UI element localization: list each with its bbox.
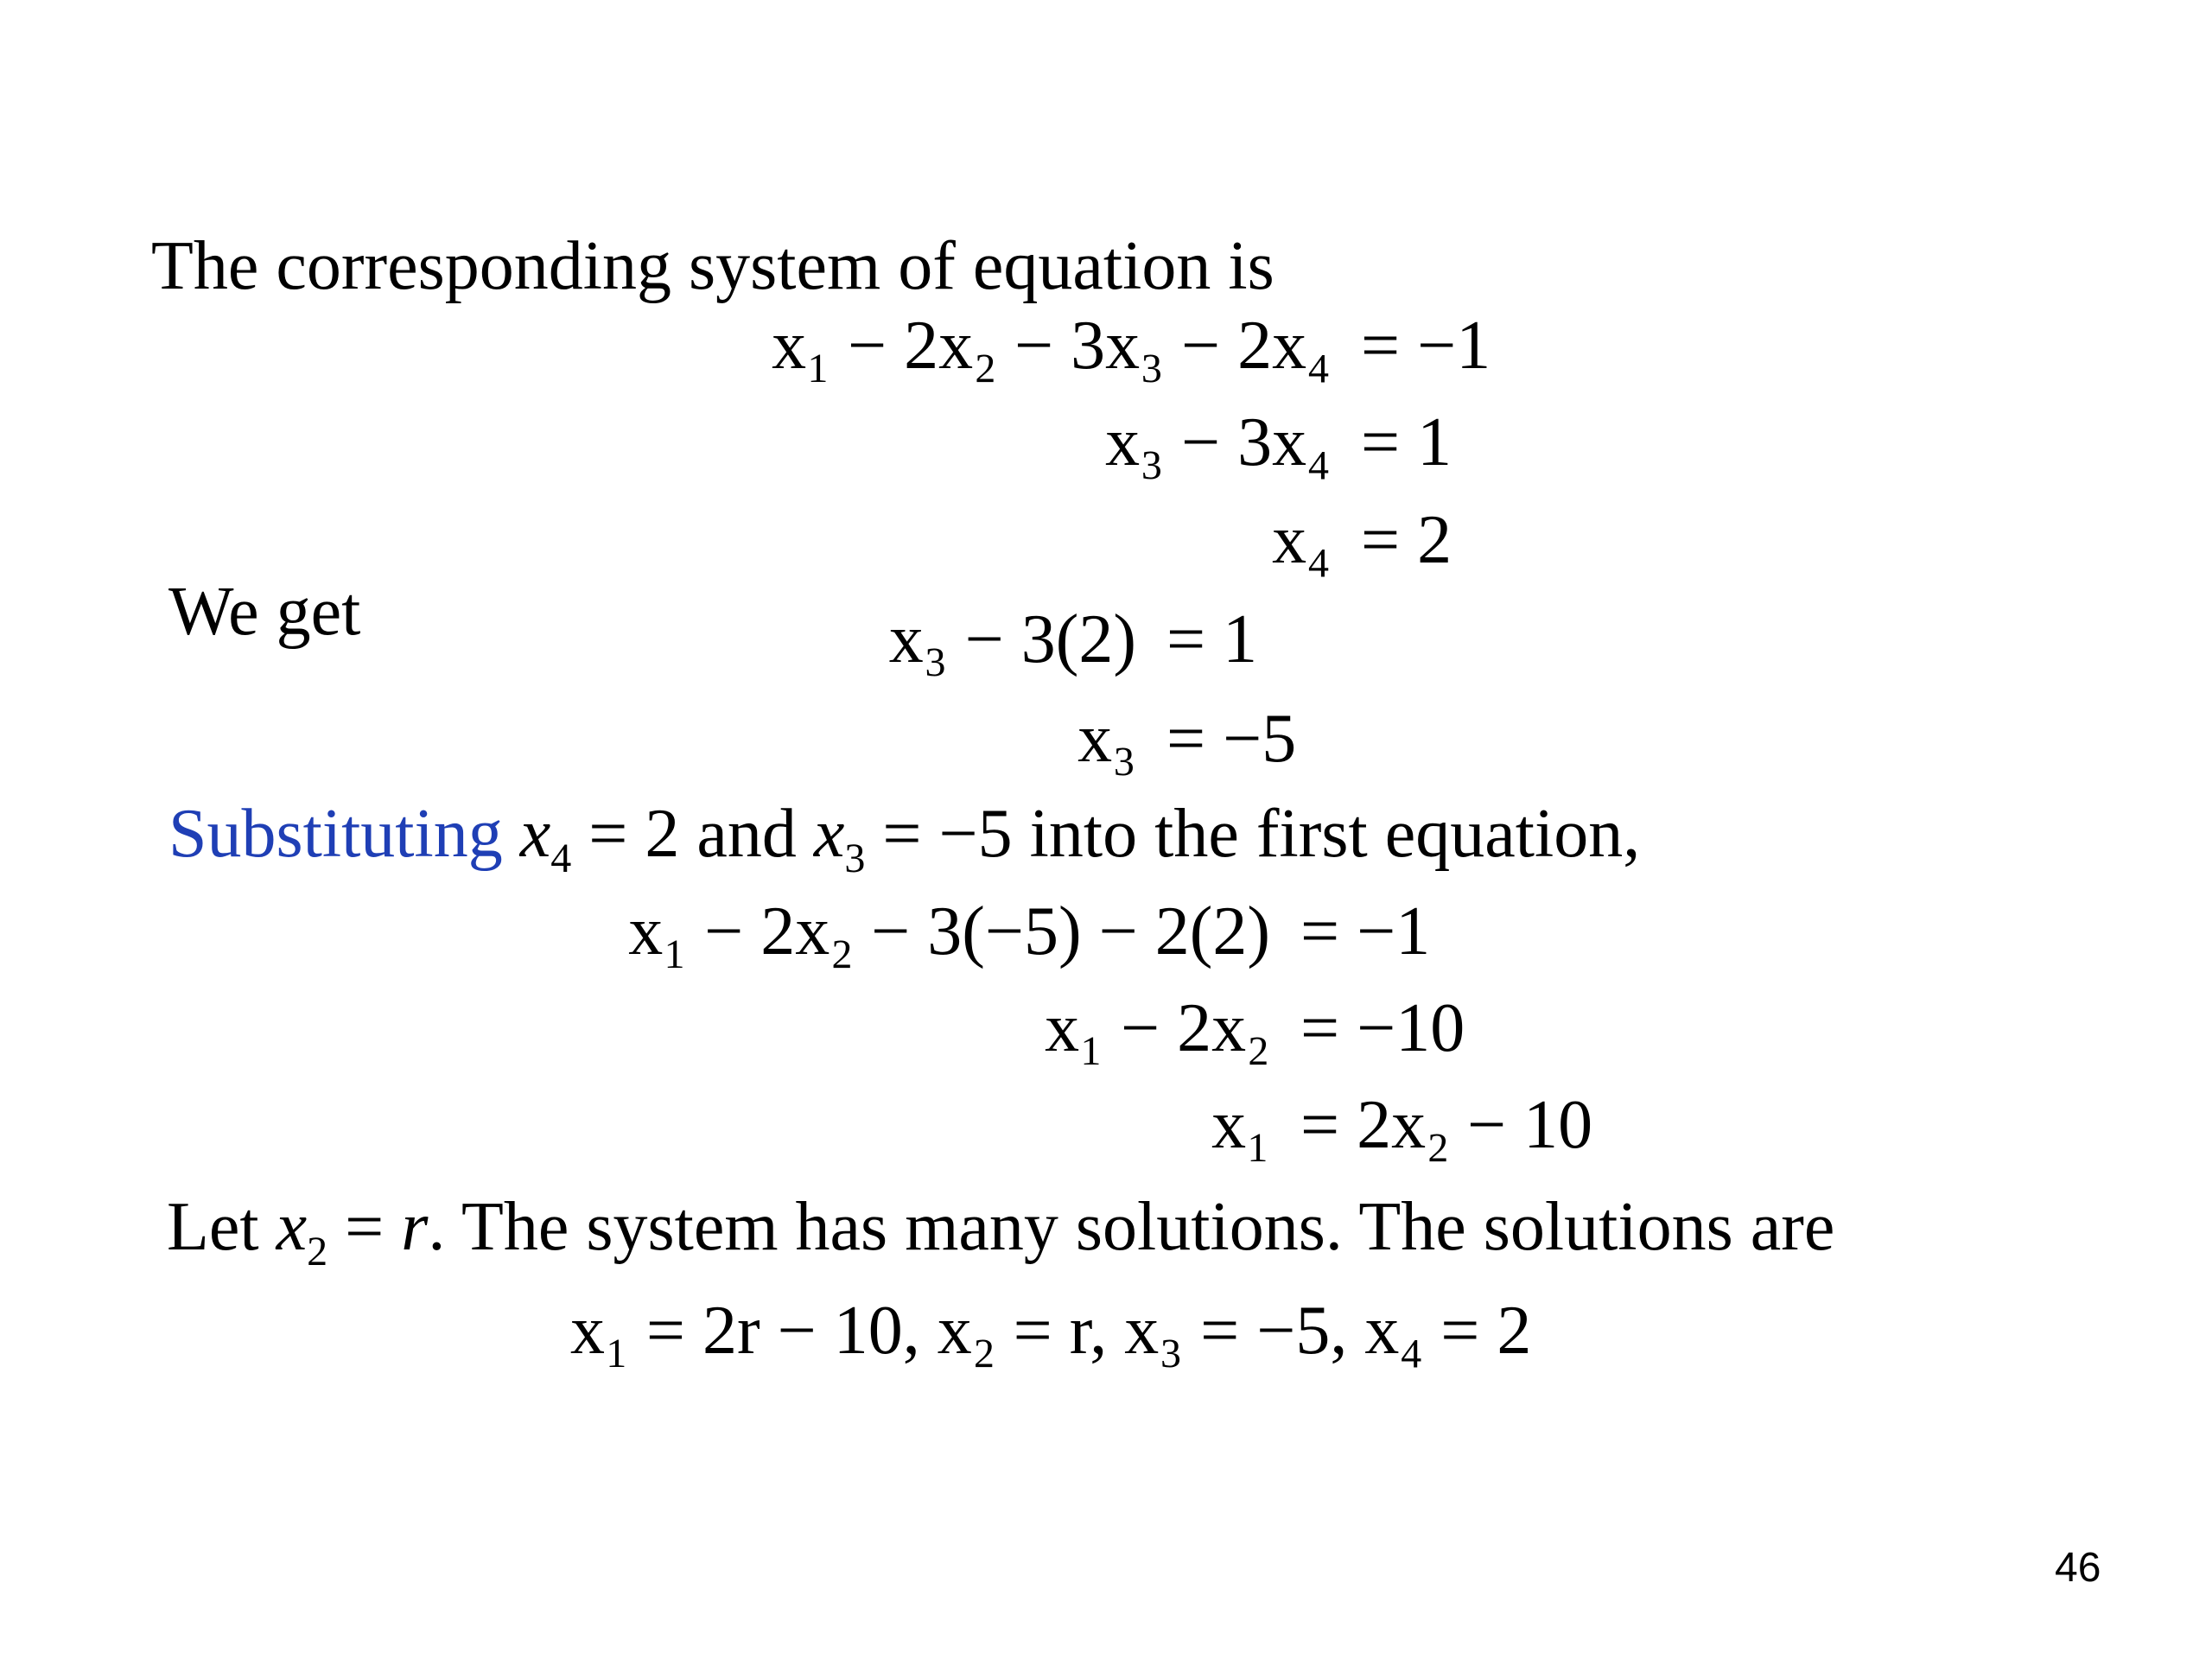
equation-2-right: = 1	[1361, 404, 1452, 480]
var-x2: $x_2$	[276, 1189, 328, 1274]
equation-5-left: x₃	[1077, 701, 1136, 777]
equation-8-left: x₁	[1211, 1087, 1270, 1163]
equation-7-left: x₁ − 2x₂	[1045, 990, 1270, 1066]
equation-3-left: x₄	[1272, 502, 1331, 578]
sub-text-1: = 2 and	[588, 796, 797, 872]
substitution-sentence	[168, 796, 1641, 881]
equation-6-left: x₁ − 2x₂ − 3(−5) − 2(2)	[628, 893, 1270, 969]
equation-7-right: = −10	[1300, 990, 1465, 1066]
equation-1-right: = −1	[1361, 308, 1491, 384]
var-x4: $x_4$	[519, 796, 572, 881]
we-get-text: We get	[168, 574, 361, 650]
solution-line: x₁ = 2r − 10, x₂ = r, x₃ = −5, x₄ = 2	[570, 1293, 1532, 1369]
intro-text: The corresponding system of equation is	[151, 228, 1274, 304]
equation-2-left: x₃ − 3x₄	[1105, 404, 1331, 480]
sub-eq-sign: =	[882, 796, 922, 872]
equation-8-right: = 2x₂ − 10	[1300, 1087, 1593, 1163]
var-r: r	[401, 1189, 429, 1265]
equation-6-right: = −1	[1300, 893, 1431, 969]
equation-4-left: x₃ − 3(2)	[888, 601, 1136, 677]
equation-5-right: = −5	[1166, 701, 1297, 777]
let-eq-sign: =	[345, 1189, 385, 1265]
let-sentence	[167, 1189, 1835, 1274]
equation-4-right: = 1	[1166, 601, 1258, 677]
var-x3: $x_3$	[813, 796, 866, 881]
substituting-keyword: Substituting	[168, 796, 503, 872]
let-word: Let	[167, 1189, 259, 1265]
sub-text-2: 5 into the first equation,	[977, 796, 1641, 872]
let-rest: . The system has many solutions. The solutions are	[428, 1189, 1835, 1265]
equation-3-right: = 2	[1361, 502, 1452, 578]
minus-sign: −	[938, 796, 978, 872]
equation-1-left: x₁ − 2x₂ − 3x₃ − 2x₄	[772, 308, 1331, 384]
page-number: 46	[2055, 1545, 2101, 1591]
